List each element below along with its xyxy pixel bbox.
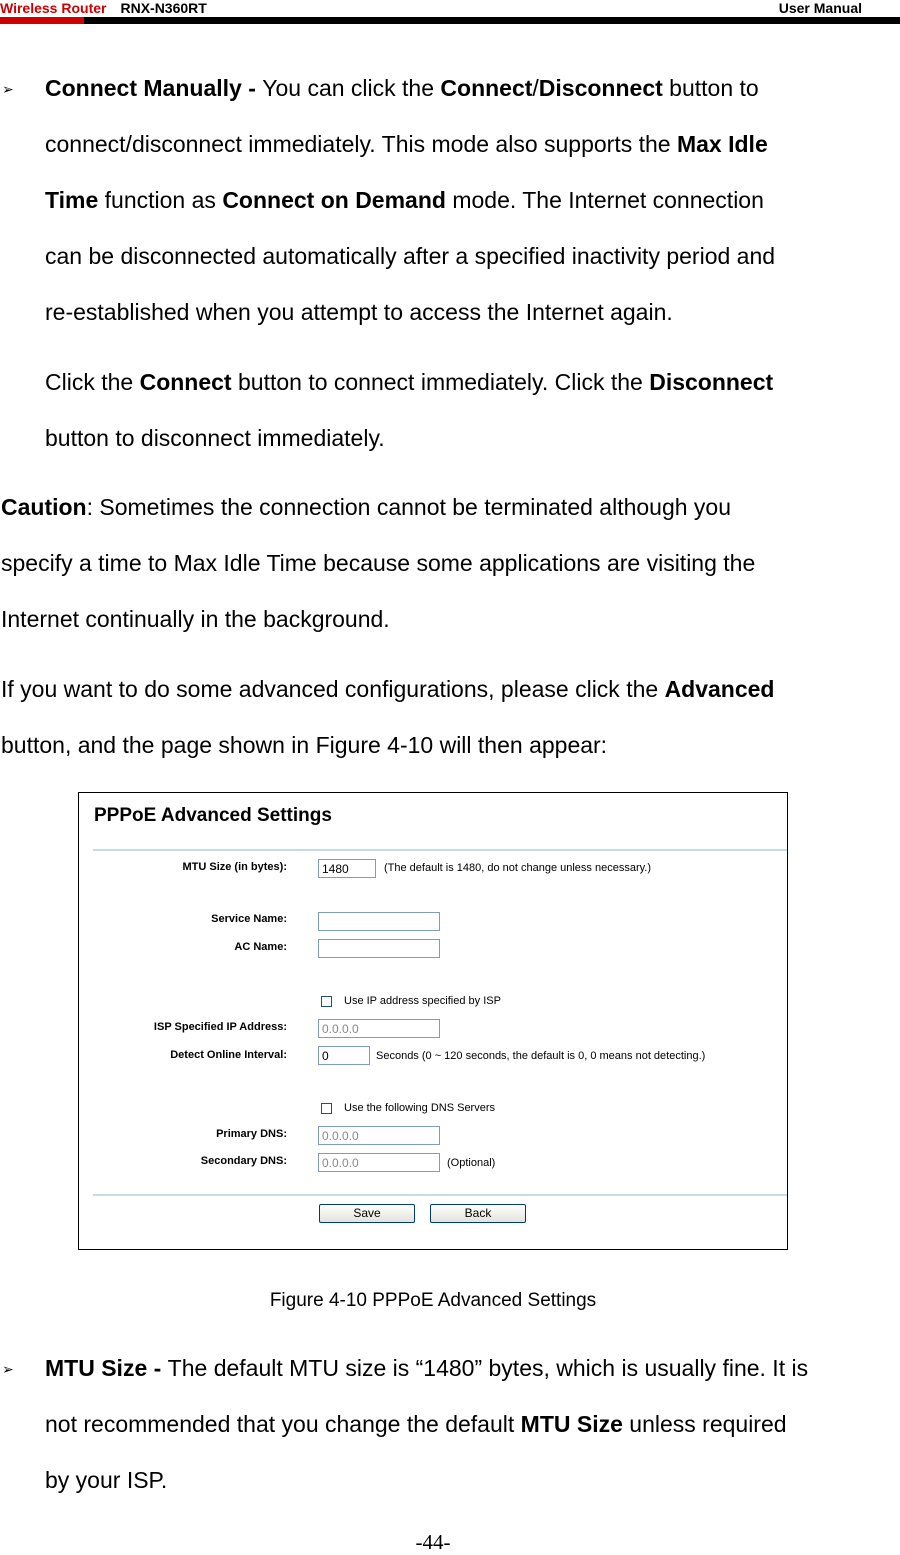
term-advanced: Advanced [664, 676, 775, 702]
use-dns-label: Use the following DNS Servers [344, 1102, 496, 1114]
detect-interval-note: Seconds (0 ~ 120 seconds, the default is 0, 0 means not detecting.) [376, 1050, 706, 1062]
figure-bottom-divider [93, 1194, 787, 1196]
mtu-size-line-2 [45, 1410, 787, 1438]
text-run: If you want to do some advanced configurations, please click the [1, 676, 665, 702]
text-run: function as [98, 187, 223, 213]
advanced-line-2: button, and the page shown in Figure 4-10 will then appear: [1, 732, 608, 758]
detect-interval-label: Detect Online Interval: [170, 1049, 287, 1061]
mtu-size-note: (The default is 1480, do not change unless necessary.) [384, 862, 652, 874]
text-run: button to [662, 75, 759, 101]
mtu-size-label: MTU Size (in bytes): [182, 861, 287, 873]
connect-manually-line-2 [45, 130, 768, 158]
term-connect-manually: Connect Manually - [45, 75, 263, 101]
bullet-icon: ➢ [2, 1361, 14, 1377]
secondary-dns-note: (Optional) [447, 1157, 496, 1169]
term-mtu-size: MTU Size - [45, 1355, 168, 1381]
header-left [0, 0, 207, 16]
header-bar [0, 17, 900, 24]
text-run: not recommended that you change the default [45, 1411, 521, 1437]
term-time: Time [45, 187, 99, 213]
text-run: You can click the [262, 75, 441, 101]
figure-top-divider [93, 849, 787, 851]
connect-manually-line-7: button to disconnect immediately. [45, 425, 385, 451]
caution-line-1 [1, 493, 731, 521]
header-doc-type: User Manual [778, 0, 862, 16]
figure-title: PPPoE Advanced Settings [94, 805, 332, 826]
pppoe-advanced-settings-figure [78, 792, 788, 1250]
page-number: -44- [415, 1530, 451, 1554]
text-run: / [532, 75, 539, 101]
bullet-icon: ➢ [2, 81, 14, 97]
isp-ip-input[interactable]: 0.0.0.0 [318, 1019, 440, 1038]
text-run: mode. The Internet connection [445, 187, 764, 213]
connect-manually-line-6 [45, 368, 773, 396]
connect-manually-line-3 [45, 186, 764, 214]
figure-caption: Figure 4-10 PPPoE Advanced Settings [269, 1290, 597, 1311]
header-model: RNX-N360RT [120, 0, 207, 16]
mtu-size-input[interactable]: 1480 [318, 859, 376, 878]
connect-manually-line-4: can be disconnected automatically after a specified inactivity period and [45, 243, 776, 269]
ac-name-label: AC Name: [234, 941, 287, 953]
caution-line-2: specify a time to Max Idle Time because some applications are visiting the [1, 550, 756, 576]
header-bar-accent [0, 17, 84, 24]
detect-interval-input[interactable]: 0 [318, 1046, 370, 1065]
back-button[interactable]: Back [430, 1204, 526, 1223]
term-caution: Caution [1, 494, 87, 520]
term-disconnect: Disconnect [649, 369, 774, 395]
use-dns-checkbox[interactable] [321, 1103, 332, 1114]
term-connect-on-demand: Connect on Demand [222, 187, 446, 213]
header-brand: Wireless Router [0, 0, 107, 16]
primary-dns-input[interactable]: 0.0.0.0 [318, 1126, 440, 1145]
ac-name-input[interactable] [318, 939, 440, 958]
text-run: : Sometimes the connection cannot be terminated although you [86, 494, 732, 520]
text-run: unless required [622, 1411, 787, 1437]
caution-line-3: Internet continually in the background. [1, 606, 390, 632]
term-disconnect: Disconnect [538, 75, 663, 101]
use-isp-ip-label: Use IP address specified by ISP [344, 995, 501, 1007]
term-connect: Connect [139, 369, 232, 395]
term-connect: Connect [440, 75, 533, 101]
primary-dns-label: Primary DNS: [216, 1128, 287, 1140]
connect-manually-line-1 [45, 74, 759, 102]
secondary-dns-label: Secondary DNS: [200, 1155, 287, 1167]
mtu-size-line-1 [45, 1354, 808, 1382]
service-name-input[interactable] [318, 912, 440, 931]
mtu-size-line-3: by your ISP. [45, 1467, 168, 1493]
text-run: connect/disconnect immediately. This mode also supports the [45, 131, 677, 157]
isp-ip-label: ISP Specified IP Address: [153, 1021, 287, 1033]
connect-manually-line-5: re-established when you attempt to access the Internet again. [45, 299, 673, 325]
advanced-line-1 [1, 675, 775, 703]
term-max-idle: Max Idle [676, 131, 768, 157]
use-isp-ip-checkbox[interactable] [321, 996, 332, 1007]
term-mtu-size: MTU Size [520, 1411, 623, 1437]
secondary-dns-input[interactable]: 0.0.0.0 [318, 1153, 440, 1172]
text-run: button to connect immediately. Click the [231, 369, 650, 395]
save-button[interactable]: Save [319, 1204, 415, 1223]
text-run: The default MTU size is “1480” bytes, which is usually fine. It is [167, 1355, 809, 1381]
service-name-label: Service Name: [211, 913, 287, 925]
text-run: Click the [45, 369, 140, 395]
